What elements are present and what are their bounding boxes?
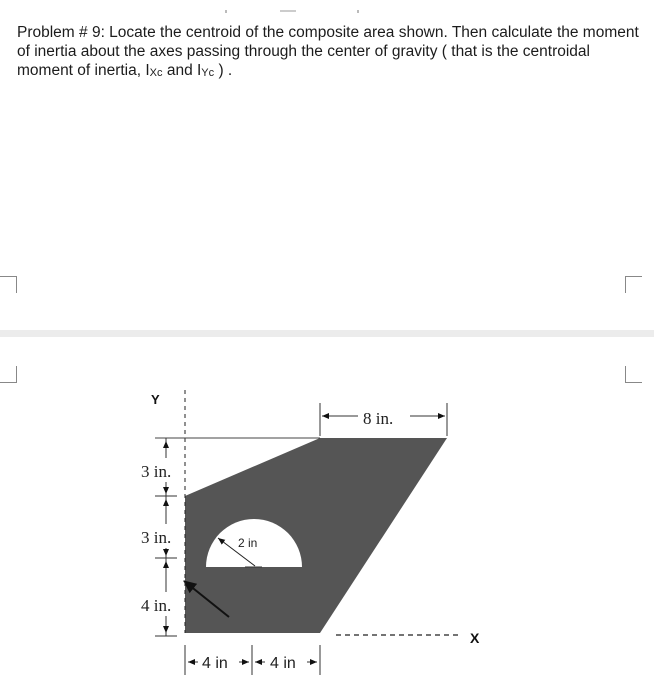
dim-bottom-left-label: 4 in [202, 655, 228, 672]
radius-label: 2 in [238, 536, 258, 550]
y-axis-label: Y [151, 392, 160, 407]
dim-bottom-right-label: 4 in [270, 655, 296, 672]
iyc-subscript: Yc [201, 67, 215, 79]
dim-left-bot-label: 4 in. [141, 596, 172, 615]
dim-left-top-label: 3 in. [141, 462, 172, 481]
x-axis-label: X [470, 630, 480, 646]
ixc-subscript: Xc [149, 67, 163, 79]
problem-statement: Problem # 9: Locate the centroid of the composite area shown. Then calculate the moment of inertia about the axes passing through the center of gravity ( that is the centroidal moment of inertia, IXc and IYc ) . [17, 24, 639, 79]
dim-top-label: 8 in. [363, 409, 394, 428]
dim-left-mid-label: 3 in. [141, 528, 172, 547]
